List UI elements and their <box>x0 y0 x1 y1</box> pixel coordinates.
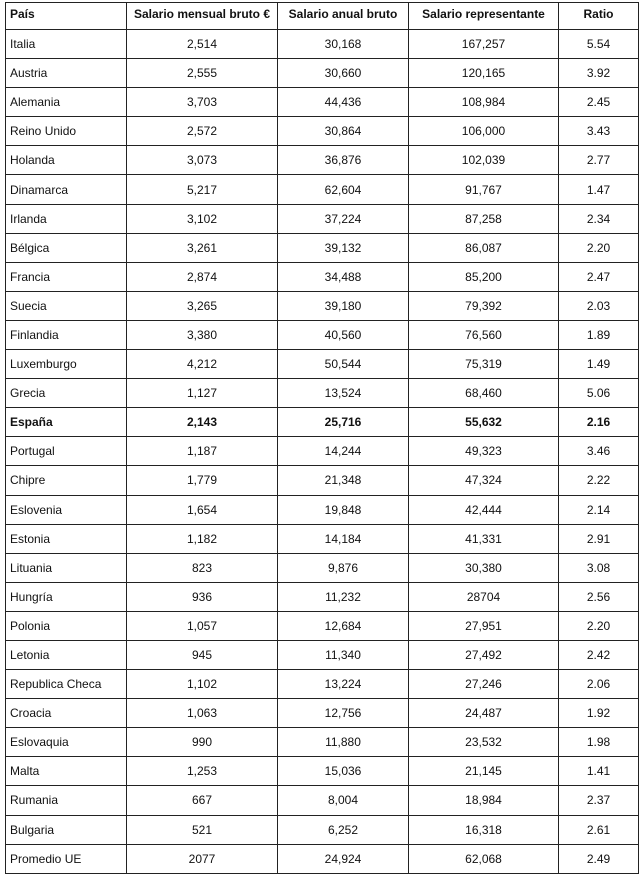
cell-ratio: 2.61 <box>559 815 639 844</box>
cell-salario-mensual: 823 <box>127 553 278 582</box>
cell-salario-representante: 108,984 <box>409 88 559 117</box>
cell-ratio: 2.42 <box>559 640 639 669</box>
cell-salario-anual: 62,604 <box>278 175 409 204</box>
cell-ratio: 2.45 <box>559 88 639 117</box>
cell-pais: Malta <box>6 757 127 786</box>
cell-pais: Rumania <box>6 786 127 815</box>
cell-salario-anual: 14,244 <box>278 437 409 466</box>
cell-salario-mensual: 1,187 <box>127 437 278 466</box>
cell-salario-representante: 41,331 <box>409 524 559 553</box>
cell-salario-mensual: 945 <box>127 640 278 669</box>
cell-salario-representante: 75,319 <box>409 350 559 379</box>
cell-pais: Polonia <box>6 611 127 640</box>
cell-salario-anual: 19,848 <box>278 495 409 524</box>
cell-salario-representante: 23,532 <box>409 728 559 757</box>
cell-salario-mensual: 521 <box>127 815 278 844</box>
cell-ratio: 2.91 <box>559 524 639 553</box>
cell-salario-representante: 62,068 <box>409 844 559 873</box>
cell-salario-mensual: 5,217 <box>127 175 278 204</box>
cell-salario-anual: 12,684 <box>278 611 409 640</box>
cell-pais: Croacia <box>6 699 127 728</box>
table-row <box>6 728 639 757</box>
cell-ratio: 1.41 <box>559 757 639 786</box>
cell-pais: Promedio UE <box>6 844 127 873</box>
cell-ratio: 2.77 <box>559 146 639 175</box>
cell-salario-mensual: 2,555 <box>127 59 278 88</box>
table-row <box>6 320 639 349</box>
header-salario-mensual: Salario mensual bruto € <box>127 3 278 30</box>
table-row <box>6 30 639 59</box>
cell-pais: Alemania <box>6 88 127 117</box>
cell-salario-anual: 13,524 <box>278 379 409 408</box>
cell-ratio: 2.56 <box>559 582 639 611</box>
cell-salario-mensual: 3,703 <box>127 88 278 117</box>
cell-salario-anual: 36,876 <box>278 146 409 175</box>
cell-pais: Letonia <box>6 640 127 669</box>
table-row <box>6 146 639 175</box>
header-pais: País <box>6 3 127 30</box>
table-header-row <box>6 3 639 30</box>
cell-salario-mensual: 1,063 <box>127 699 278 728</box>
cell-salario-anual: 9,876 <box>278 553 409 582</box>
cell-salario-representante: 24,487 <box>409 699 559 728</box>
cell-ratio: 1.92 <box>559 699 639 728</box>
cell-salario-mensual: 3,102 <box>127 204 278 233</box>
cell-salario-mensual: 1,127 <box>127 379 278 408</box>
table-row <box>6 437 639 466</box>
cell-pais: Luxemburgo <box>6 350 127 379</box>
cell-pais: Irlanda <box>6 204 127 233</box>
table-row <box>6 262 639 291</box>
cell-ratio: 3.46 <box>559 437 639 466</box>
cell-salario-representante: 27,246 <box>409 670 559 699</box>
cell-ratio: 1.49 <box>559 350 639 379</box>
cell-pais: Grecia <box>6 379 127 408</box>
cell-salario-representante: 21,145 <box>409 757 559 786</box>
table-row <box>6 553 639 582</box>
table-row <box>6 495 639 524</box>
cell-pais: Francia <box>6 262 127 291</box>
cell-ratio: 5.06 <box>559 379 639 408</box>
cell-salario-representante: 102,039 <box>409 146 559 175</box>
table-row <box>6 524 639 553</box>
table-row <box>6 786 639 815</box>
cell-pais: Lituania <box>6 553 127 582</box>
cell-salario-anual: 40,560 <box>278 320 409 349</box>
table-row <box>6 291 639 320</box>
cell-pais: Dinamarca <box>6 175 127 204</box>
cell-pais: Hungría <box>6 582 127 611</box>
header-salario-representante: Salario representante <box>409 3 559 30</box>
cell-salario-mensual: 1,654 <box>127 495 278 524</box>
table-row <box>6 670 639 699</box>
cell-ratio: 3.43 <box>559 117 639 146</box>
cell-salario-mensual: 1,779 <box>127 466 278 495</box>
cell-ratio: 1.47 <box>559 175 639 204</box>
cell-salario-mensual: 990 <box>127 728 278 757</box>
cell-salario-representante: 30,380 <box>409 553 559 582</box>
cell-salario-representante: 68,460 <box>409 379 559 408</box>
cell-pais: Austria <box>6 59 127 88</box>
table-row <box>6 59 639 88</box>
cell-salario-anual: 21,348 <box>278 466 409 495</box>
cell-salario-anual: 39,132 <box>278 233 409 262</box>
cell-salario-representante: 47,324 <box>409 466 559 495</box>
cell-pais: Finlandia <box>6 320 127 349</box>
table-row <box>6 233 639 262</box>
cell-salario-mensual: 3,265 <box>127 291 278 320</box>
cell-ratio: 1.89 <box>559 320 639 349</box>
cell-salario-representante: 120,165 <box>409 59 559 88</box>
cell-salario-mensual: 1,182 <box>127 524 278 553</box>
cell-salario-representante: 79,392 <box>409 291 559 320</box>
cell-ratio: 3.08 <box>559 553 639 582</box>
cell-ratio: 2.47 <box>559 262 639 291</box>
cell-pais: Holanda <box>6 146 127 175</box>
cell-salario-representante: 28704 <box>409 582 559 611</box>
table-row <box>6 466 639 495</box>
table-row <box>6 379 639 408</box>
cell-salario-mensual: 1,253 <box>127 757 278 786</box>
cell-pais: Estonia <box>6 524 127 553</box>
table-row <box>6 815 639 844</box>
table-row <box>6 640 639 669</box>
cell-pais: Chipre <box>6 466 127 495</box>
cell-salario-anual: 6,252 <box>278 815 409 844</box>
cell-ratio: 2.37 <box>559 786 639 815</box>
cell-salario-anual: 12,756 <box>278 699 409 728</box>
cell-salario-anual: 44,436 <box>278 88 409 117</box>
table-row <box>6 175 639 204</box>
cell-salario-representante: 87,258 <box>409 204 559 233</box>
cell-salario-anual: 15,036 <box>278 757 409 786</box>
table-row <box>6 757 639 786</box>
table-row <box>6 88 639 117</box>
table-row <box>6 844 639 873</box>
cell-salario-mensual: 2077 <box>127 844 278 873</box>
cell-salario-representante: 91,767 <box>409 175 559 204</box>
cell-salario-mensual: 2,143 <box>127 408 278 437</box>
cell-salario-anual: 11,340 <box>278 640 409 669</box>
cell-salario-anual: 30,168 <box>278 30 409 59</box>
cell-pais: Italia <box>6 30 127 59</box>
cell-ratio: 2.20 <box>559 611 639 640</box>
cell-salario-mensual: 2,514 <box>127 30 278 59</box>
cell-pais: Bélgica <box>6 233 127 262</box>
cell-pais: Bulgaria <box>6 815 127 844</box>
cell-salario-anual: 13,224 <box>278 670 409 699</box>
cell-salario-representante: 55,632 <box>409 408 559 437</box>
cell-pais: Republica Checa <box>6 670 127 699</box>
header-salario-anual: Salario anual bruto <box>278 3 409 30</box>
table-row <box>6 408 639 437</box>
cell-pais: Portugal <box>6 437 127 466</box>
cell-salario-representante: 18,984 <box>409 786 559 815</box>
cell-salario-mensual: 1,102 <box>127 670 278 699</box>
cell-ratio: 1.98 <box>559 728 639 757</box>
cell-ratio: 2.34 <box>559 204 639 233</box>
cell-salario-representante: 167,257 <box>409 30 559 59</box>
table-row <box>6 117 639 146</box>
cell-salario-anual: 34,488 <box>278 262 409 291</box>
cell-salario-anual: 37,224 <box>278 204 409 233</box>
cell-ratio: 5.54 <box>559 30 639 59</box>
cell-salario-mensual: 667 <box>127 786 278 815</box>
cell-salario-representante: 27,492 <box>409 640 559 669</box>
cell-salario-anual: 14,184 <box>278 524 409 553</box>
cell-salario-mensual: 936 <box>127 582 278 611</box>
cell-salario-anual: 11,232 <box>278 582 409 611</box>
cell-ratio: 2.16 <box>559 408 639 437</box>
cell-salario-representante: 16,318 <box>409 815 559 844</box>
cell-salario-representante: 85,200 <box>409 262 559 291</box>
cell-salario-mensual: 3,380 <box>127 320 278 349</box>
table-row <box>6 611 639 640</box>
cell-ratio: 2.20 <box>559 233 639 262</box>
cell-salario-mensual: 2,572 <box>127 117 278 146</box>
cell-salario-representante: 42,444 <box>409 495 559 524</box>
cell-salario-anual: 50,544 <box>278 350 409 379</box>
cell-ratio: 2.22 <box>559 466 639 495</box>
header-ratio: Ratio <box>559 3 639 30</box>
cell-salario-representante: 76,560 <box>409 320 559 349</box>
cell-pais: Eslovaquia <box>6 728 127 757</box>
cell-salario-representante: 27,951 <box>409 611 559 640</box>
table-row <box>6 350 639 379</box>
cell-pais: Suecia <box>6 291 127 320</box>
cell-salario-anual: 25,716 <box>278 408 409 437</box>
cell-salario-anual: 8,004 <box>278 786 409 815</box>
cell-ratio: 3.92 <box>559 59 639 88</box>
salary-comparison-table <box>5 2 639 874</box>
cell-salario-anual: 39,180 <box>278 291 409 320</box>
table-row <box>6 582 639 611</box>
cell-salario-anual: 24,924 <box>278 844 409 873</box>
cell-ratio: 2.49 <box>559 844 639 873</box>
cell-salario-representante: 86,087 <box>409 233 559 262</box>
table-row <box>6 204 639 233</box>
cell-salario-anual: 30,660 <box>278 59 409 88</box>
cell-salario-mensual: 1,057 <box>127 611 278 640</box>
cell-salario-mensual: 2,874 <box>127 262 278 291</box>
cell-pais: Reino Unido <box>6 117 127 146</box>
cell-salario-representante: 106,000 <box>409 117 559 146</box>
cell-salario-mensual: 3,073 <box>127 146 278 175</box>
cell-salario-representante: 49,323 <box>409 437 559 466</box>
cell-salario-mensual: 4,212 <box>127 350 278 379</box>
cell-salario-anual: 30,864 <box>278 117 409 146</box>
cell-pais: España <box>6 408 127 437</box>
cell-salario-anual: 11,880 <box>278 728 409 757</box>
cell-ratio: 2.03 <box>559 291 639 320</box>
table-row <box>6 699 639 728</box>
cell-pais: Eslovenia <box>6 495 127 524</box>
table-body <box>6 30 639 874</box>
cell-salario-mensual: 3,261 <box>127 233 278 262</box>
cell-ratio: 2.06 <box>559 670 639 699</box>
cell-ratio: 2.14 <box>559 495 639 524</box>
